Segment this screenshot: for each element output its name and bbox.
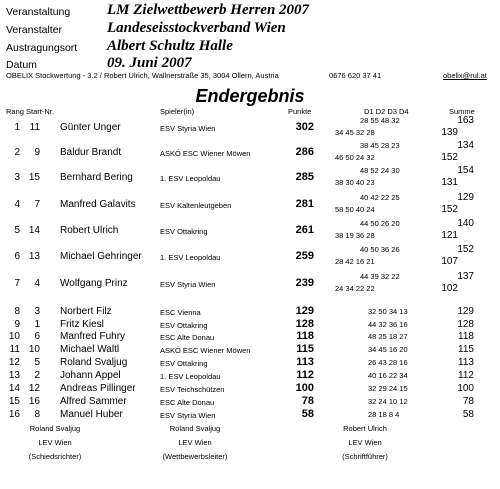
sum-cell: 152 <box>441 152 458 163</box>
player-name-cell: Manfred Galavits <box>60 199 136 210</box>
points-cell: 113 <box>296 356 314 368</box>
signature-name: Roland Svaljug <box>29 424 81 433</box>
start-number-cell: 7 <box>34 199 40 210</box>
sum-cell: 152 <box>457 244 474 255</box>
veranstalter-value: Landeseisstockverband Wien <box>107 20 286 36</box>
rank-cell: 8 <box>14 306 20 317</box>
start-number-cell: 12 <box>28 383 40 394</box>
sum-cell: 100 <box>457 383 474 394</box>
durchgang-scores: 58 50 40 24 <box>335 205 375 214</box>
datum-value: 09. Juni 2007 <box>107 55 192 71</box>
col-punkte: Punkte <box>288 107 312 116</box>
points-cell: 281 <box>295 198 314 210</box>
signature-name: Roland Svaljug <box>169 424 221 433</box>
signature-role: (Wettbewerbsleiter) <box>162 452 228 461</box>
club-cell: ESC Alte Donau <box>160 398 215 407</box>
points-cell: 129 <box>295 305 314 317</box>
club-cell: ESV Kaltenleutgeben <box>160 201 232 210</box>
points-cell: 286 <box>295 146 314 158</box>
player-name-cell: Fritz Kiesl <box>60 319 104 330</box>
durchgang-scores: 24 34 22 22 <box>335 284 375 293</box>
durchgang-scores: 44 39 32 22 <box>360 272 400 281</box>
start-number-cell: 8 <box>34 409 40 420</box>
start-number-cell: 3 <box>34 306 40 317</box>
club-cell: ESV Ottakring <box>160 321 208 330</box>
points-cell: 302 <box>295 121 314 133</box>
durchgang-scores: 34 45 16 20 <box>368 345 408 354</box>
rank-cell: 10 <box>8 331 20 342</box>
col-rang-start: Rang Start-Nr. <box>6 107 54 116</box>
sum-cell: 129 <box>457 192 474 203</box>
durchgang-scores: 40 42 22 25 <box>360 193 400 202</box>
veranstaltung-label: Veranstaltung <box>6 6 71 18</box>
page-title: Endergebnis <box>195 86 305 106</box>
points-cell: 285 <box>295 171 314 183</box>
durchgang-scores: 32 29 24 15 <box>368 384 408 393</box>
datum-label: Datum <box>6 59 37 71</box>
rank-cell: 1 <box>14 122 20 133</box>
austragungsort-label: Austragungsort <box>6 42 78 54</box>
signature-role: (Schriftführer) <box>342 452 388 461</box>
player-name-cell: Günter Unger <box>60 122 121 133</box>
player-name-cell: Michael Gehringer <box>60 251 142 262</box>
rank-cell: 12 <box>8 357 20 368</box>
start-number-cell: 11 <box>29 122 40 133</box>
club-cell: ESV Styria Wien <box>160 280 216 289</box>
signature-org: LEV Wien <box>178 438 212 447</box>
sum-cell: 152 <box>441 204 458 215</box>
club-cell: ESV Styria Wien <box>160 411 216 420</box>
player-name-cell: Andreas Pillinger <box>60 383 136 394</box>
durchgang-scores: 34 45 32 28 <box>335 128 375 137</box>
start-number-cell: 6 <box>34 331 40 342</box>
col-d: D1 D2 D3 D4 <box>364 107 409 116</box>
col-summe: Summe <box>449 107 475 116</box>
start-number-cell: 1 <box>34 319 40 330</box>
player-name-cell: Manfred Fuhry <box>60 331 126 342</box>
sum-cell: 118 <box>458 331 474 342</box>
start-number-cell: 2 <box>34 370 40 381</box>
points-cell: 112 <box>296 369 314 381</box>
club-cell: ASKÖ ESC Wiener Möwen <box>160 149 251 158</box>
club-cell: ESV Ottakring <box>160 227 208 236</box>
player-name-cell: Bernhard Bering <box>60 172 133 183</box>
signature-org: LEV Wien <box>348 438 382 447</box>
sum-cell: 107 <box>441 256 458 267</box>
sum-cell: 102 <box>441 283 458 294</box>
player-name-cell: Johann Appel <box>60 370 121 381</box>
durchgang-scores: 46 50 24 32 <box>335 153 375 162</box>
rank-cell: 11 <box>9 344 20 355</box>
sum-cell: 131 <box>441 177 458 188</box>
player-name-cell: Manuel Huber <box>60 409 123 420</box>
rank-cell: 3 <box>14 172 20 183</box>
rank-cell: 16 <box>8 409 20 420</box>
signature-role: (Schiedsrichter) <box>28 452 82 461</box>
player-name-cell: Alfred Sammer <box>60 396 127 407</box>
sum-cell: 134 <box>457 140 474 151</box>
phone-number: 0676 620 37 41 <box>329 71 382 80</box>
start-number-cell: 13 <box>28 251 40 262</box>
durchgang-scores: 44 50 26 20 <box>360 219 400 228</box>
rank-cell: 14 <box>8 383 20 394</box>
veranstaltung-value: LM Zielwettbewerb Herren 2007 <box>107 2 310 18</box>
durchgang-scores: 48 25 18 27 <box>368 332 408 341</box>
durchgang-scores: 26 43 28 16 <box>368 358 408 367</box>
durchgang-scores: 44 32 36 16 <box>368 320 408 329</box>
durchgang-scores: 32 24 10 12 <box>368 397 408 406</box>
player-name-cell: Michael Waltl <box>60 344 120 355</box>
sum-cell: 112 <box>458 370 474 381</box>
club-cell: 1. ESV Leopoldau <box>160 372 221 381</box>
sum-cell: 129 <box>457 306 474 317</box>
rank-cell: 7 <box>14 278 20 289</box>
durchgang-scores: 38 30 40 23 <box>335 178 375 187</box>
signature-name: Robert Ulrich <box>343 424 387 433</box>
durchgang-scores: 40 16 22 34 <box>368 371 408 380</box>
start-number-cell: 9 <box>34 147 40 158</box>
points-cell: 78 <box>301 395 314 407</box>
club-cell: ASKÖ ESC Wiener Möwen <box>160 346 251 355</box>
start-number-cell: 4 <box>34 278 40 289</box>
start-number-cell: 15 <box>28 172 40 183</box>
points-cell: 118 <box>296 330 314 342</box>
durchgang-scores: 32 50 34 13 <box>368 307 408 316</box>
player-name-cell: Baldur Brandt <box>60 147 122 158</box>
rank-cell: 2 <box>14 147 20 158</box>
club-cell: 1. ESV Leopoldau <box>160 174 221 183</box>
sum-cell: 121 <box>441 230 458 241</box>
start-number-cell: 5 <box>34 357 40 368</box>
rank-cell: 15 <box>8 396 20 407</box>
club-cell: ESV Teichschützen <box>160 385 225 394</box>
club-cell: 1. ESV Leopoldau <box>160 253 221 262</box>
sum-cell: 128 <box>457 319 474 330</box>
durchgang-scores: 28 42 16 21 <box>335 257 375 266</box>
start-number-cell: 10 <box>28 344 40 355</box>
player-name-cell: Robert Ulrich <box>60 225 119 236</box>
sum-cell: 137 <box>457 271 474 282</box>
software-credit: OBELIX Stockwertung - 3.2 / Robert Ulrich, Wallnerstraße 35, 3004 Ollern, Austria <box>6 71 279 80</box>
rank-cell: 9 <box>14 319 20 330</box>
club-cell: ESV Ottakring <box>160 359 208 368</box>
sum-cell: 163 <box>457 115 474 126</box>
durchgang-scores: 28 18 8 4 <box>368 410 400 419</box>
player-name-cell: Roland Svaljug <box>60 357 128 368</box>
club-cell: ESV Styria Wien <box>160 124 216 133</box>
points-cell: 128 <box>295 318 314 330</box>
sum-cell: 140 <box>457 218 474 229</box>
rank-cell: 5 <box>14 225 20 236</box>
durchgang-scores: 48 52 24 30 <box>360 166 400 175</box>
player-name-cell: Norbert Filz <box>60 306 112 317</box>
email-link[interactable]: obelix@rul.at <box>443 71 487 80</box>
sum-cell: 139 <box>441 127 458 138</box>
austragungsort-value: Albert Schultz Halle <box>107 38 233 54</box>
points-cell: 261 <box>295 224 314 236</box>
points-cell: 239 <box>295 277 314 289</box>
points-cell: 115 <box>296 343 314 355</box>
sum-cell: 78 <box>462 396 474 407</box>
rank-cell: 4 <box>14 199 20 210</box>
col-spieler: Spieler(in) <box>160 107 195 116</box>
points-cell: 100 <box>295 382 314 394</box>
durchgang-scores: 38 19 36 28 <box>335 231 375 240</box>
player-name-cell: Wolfgang Prinz <box>60 278 128 289</box>
sum-cell: 58 <box>462 409 474 420</box>
durchgang-scores: 40 50 36 26 <box>360 245 400 254</box>
sum-cell: 113 <box>458 357 474 368</box>
veranstalter-label: Veranstalter <box>6 24 63 36</box>
start-number-cell: 14 <box>28 225 40 236</box>
sum-cell: 154 <box>457 165 474 176</box>
signature-org: LEV Wien <box>38 438 72 447</box>
durchgang-scores: 28 55 48 32 <box>360 116 400 125</box>
club-cell: ESC Vienna <box>160 308 201 317</box>
durchgang-scores: 38 45 28 23 <box>360 141 400 150</box>
sum-cell: 115 <box>458 344 474 355</box>
points-cell: 259 <box>295 250 314 262</box>
club-cell: ESC Alte Donau <box>160 333 215 342</box>
rank-cell: 6 <box>14 251 20 262</box>
start-number-cell: 16 <box>28 396 40 407</box>
rank-cell: 13 <box>8 370 20 381</box>
points-cell: 58 <box>301 408 314 420</box>
